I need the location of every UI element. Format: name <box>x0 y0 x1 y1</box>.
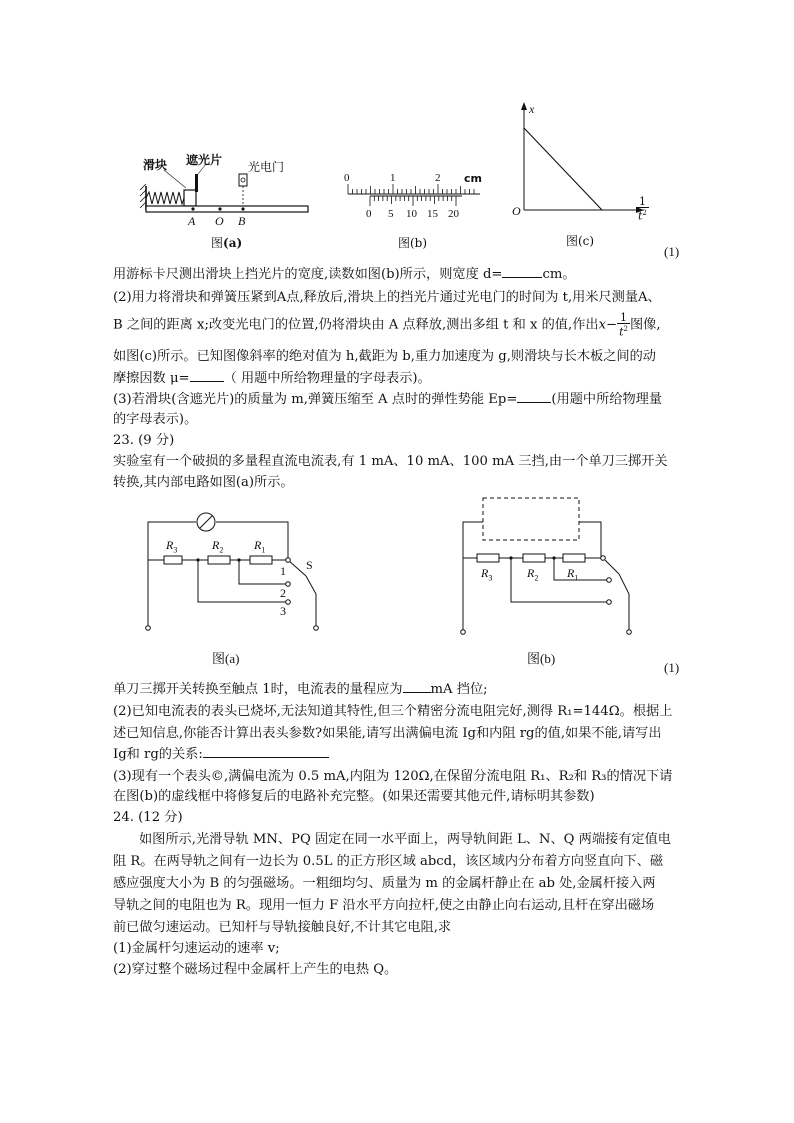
vernier-tick-0: 0 <box>366 208 372 220</box>
figure-a <box>136 150 316 250</box>
q24-part1: (1)金属杆匀速运动的速率 v; <box>113 941 280 956</box>
circuit-a-caption: 图(a) <box>212 651 240 666</box>
r3-label: $R_3$ <box>166 538 178 555</box>
r1-label: $R_1$ <box>254 538 266 555</box>
switch-label: S <box>306 558 313 572</box>
q23-intro1: 实验室有一个破损的多量程直流电流表,有 1 mA、10 mA、100 mA 三挡,由一个单刀三掷开关 <box>113 454 668 469</box>
answer-blank-range <box>403 680 431 693</box>
dashed-repair-box <box>483 498 579 540</box>
contact-3-label: 3 <box>280 604 286 618</box>
contact-2-label: 2 <box>280 586 286 600</box>
answer-blank-width <box>502 265 542 278</box>
vernier-tick-20: 20 <box>448 208 459 220</box>
axis-x-label: $\frac{1}{t^2}$ <box>638 195 647 223</box>
q23-q2-line3: Ig和 rg的关系: <box>113 745 683 764</box>
q23-part-marker: (1) <box>664 660 680 675</box>
b-r1-label: $R_1$ <box>567 566 579 583</box>
q23-q2-line2: 述已知信息,你能否计算出表头参数?如果能,请写出满偏电流 Ig和内阻 rg的值,如果不能,请写出 <box>113 726 662 741</box>
q23-intro2: 转换,其内部电路如图(a)所示。 <box>113 475 294 490</box>
main-tick-0: 0 <box>344 172 350 184</box>
circuit-b-drawing <box>455 490 645 640</box>
point-b-label: B <box>238 214 246 228</box>
q22-line6: (3)若滑块(含遮光片)的质量为 m,弹簧压缩至 A 点时的弹性势能 Ep= (用题中所给物理量 <box>113 392 663 407</box>
q23-q3-line1: (3)现有一个表头©,满偏电流为 0.5 mA,内阻为 120Ω,在保留分流电阻 R₁、R₂和 R₃的情况下请 <box>113 769 673 784</box>
main-scale-ticks <box>348 184 474 194</box>
b-r3-label: $R_3$ <box>481 566 493 583</box>
figure-c <box>508 100 658 250</box>
q24-line3: 感应强度大小为 B 的匀强磁场。一粗细均匀、质量为 m 的金属杆静止在 ab 处,金属杆接入两 <box>113 876 656 891</box>
circuit-b-caption: 图(b) <box>527 651 556 666</box>
contact-1-label: 1 <box>280 564 286 578</box>
figure-b-caption: 图(b) <box>398 236 428 250</box>
vernier-tick-10: 10 <box>406 208 417 220</box>
label-photogate: 光电门 <box>248 160 285 174</box>
figure-c-caption: 图(c) <box>566 234 595 248</box>
vernier-tick-15: 15 <box>427 208 438 220</box>
main-tick-1: 1 <box>390 172 396 184</box>
circuit-a <box>138 500 328 640</box>
unit-label: cm <box>464 172 482 185</box>
q22-line1: 用游标卡尺测出滑块上挡光片的宽度,读数如图(b)所示，则宽度 d= cm。 <box>113 267 576 282</box>
origin-label: O <box>512 204 521 218</box>
label-block: 滑块 <box>143 158 168 172</box>
answer-blank-ep <box>517 390 551 403</box>
q22-line4: 如图(c)所示。已知图像斜率的绝对值为 h,截距为 b,重力加速度为 g,则滑块与长木板之间的动 <box>113 349 656 364</box>
point-a-label: A <box>188 214 196 228</box>
q24-line1: 如图所示,光滑导轨 MN、PQ 固定在同一水平面上，两导轨间距 L、N、Q 两端接有定值电 <box>139 832 671 847</box>
circuit-a-drawing <box>138 500 328 640</box>
vernier-scale-ticks <box>370 196 456 206</box>
r2-label: $R_2$ <box>212 538 224 555</box>
main-tick-2: 2 <box>435 172 441 184</box>
label-shutter: 遮光片 <box>186 153 223 167</box>
q23-q2-line1: (2)已知电流表的表头已烧坏,无法知道其特性,但三个精密分流电阻完好,测得 R₁=144Ω。根据上 <box>113 704 673 719</box>
q23-q3-line2: 在图(b)的虚线框中将修复后的电路补充完整。(如果还需要其他元件,请标明其参数) <box>113 789 595 804</box>
q22-line2: (2)用力将滑块和弹簧压紧到A点,释放后,滑块上的挡光片通过光电门的时间为 t,用米尺测量A、 <box>113 290 661 305</box>
point-o-label: O <box>215 214 224 228</box>
q23-heading: 23. (9 分) <box>113 433 175 448</box>
graph-line <box>524 128 602 210</box>
q24-line4: 导轨之间的电阻也为 R。现用一恒力 F 沿水平方向拉杆,使之由静止向右运动,且杆在穿出磁场 <box>113 898 655 913</box>
q24-line5: 前已做匀速运动。已知杆与导轨接触良好,不计其它电阻,求 <box>113 920 452 935</box>
axis-y-label: x <box>529 102 535 116</box>
q23-q1: 单刀三掷开关转换至触点 1时，电流表的量程应为 mA 挡位; <box>113 682 488 697</box>
q22-part-marker: (1) <box>664 244 680 259</box>
q24-heading: 24. (12 分) <box>113 810 183 825</box>
answer-blank-mu <box>190 369 224 382</box>
q24-part2: (2)穿过整个磁场过程中金属杆上产生的电热 Q。 <box>113 962 398 977</box>
vernier-tick-5: 5 <box>388 208 394 220</box>
q22-line7: 的字母表示)。 <box>113 412 198 427</box>
q22-line5: 摩擦因数 μ= （ 用题中所给物理量的字母表示)。 <box>113 371 431 386</box>
figure-b <box>340 172 490 252</box>
figure-a-caption: 图(a) <box>211 236 243 250</box>
circuit-b <box>455 490 645 640</box>
answer-blank-relation <box>203 745 329 758</box>
b-r2-label: $R_2$ <box>527 566 539 583</box>
q22-line3: B 之间的距离 x;改变光电门的位置,仍将滑块由 A 点释放,测出多组 t 和 x 的值,作出x− $\frac{1}{t^2}$ 图像, <box>113 311 661 339</box>
q24-line2: 阻 R。在两导轨之间有一边长为 0.5L 的正方形区域 abcd，该区域内分布着方向竖直向下、磁 <box>113 854 664 869</box>
